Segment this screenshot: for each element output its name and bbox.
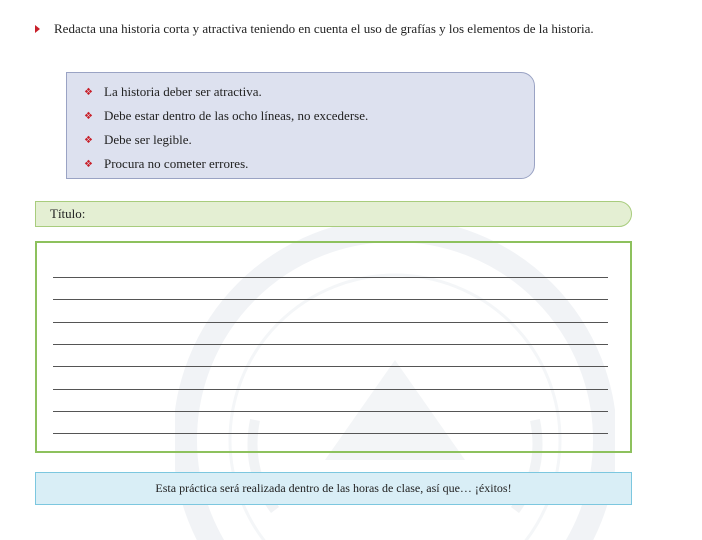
writing-line bbox=[53, 299, 608, 300]
writing-line bbox=[53, 433, 608, 434]
writing-line bbox=[53, 344, 608, 345]
writing-line bbox=[53, 322, 608, 323]
writing-line bbox=[53, 411, 608, 412]
instruction-text: Redacta una historia corta y atractiva teniendo en cuenta el uso de grafías y los elementos de la historia. bbox=[54, 21, 594, 36]
rule-item bbox=[84, 131, 534, 155]
rules-list bbox=[67, 73, 534, 179]
rule-text: La historia deber ser atractiva. bbox=[104, 84, 262, 99]
title-label: Título: bbox=[50, 206, 86, 221]
writing-line bbox=[53, 277, 608, 278]
footer-text: Esta práctica será realizada dentro de las horas de clase, así que… ¡éxitos! bbox=[155, 481, 512, 495]
footer-note bbox=[35, 472, 632, 505]
rule-text: Procura no cometer errores. bbox=[104, 156, 249, 171]
rule-item bbox=[84, 155, 534, 179]
triangle-bullet-icon bbox=[35, 25, 40, 33]
rule-item bbox=[84, 107, 534, 131]
rule-item bbox=[84, 83, 534, 107]
diamond-bullet-icon: ❖ bbox=[84, 135, 93, 146]
diamond-bullet-icon: ❖ bbox=[84, 111, 93, 122]
writing-line bbox=[53, 389, 608, 390]
diamond-bullet-icon: ❖ bbox=[84, 159, 93, 170]
rules-box bbox=[66, 72, 535, 179]
rule-text: Debe estar dentro de las ocho líneas, no excederse. bbox=[104, 108, 369, 123]
writing-area[interactable] bbox=[35, 241, 632, 453]
rule-text: Debe ser legible. bbox=[104, 132, 192, 147]
instruction bbox=[35, 21, 594, 37]
writing-line bbox=[53, 366, 608, 367]
diamond-bullet-icon: ❖ bbox=[84, 87, 93, 98]
title-field[interactable] bbox=[35, 201, 632, 227]
